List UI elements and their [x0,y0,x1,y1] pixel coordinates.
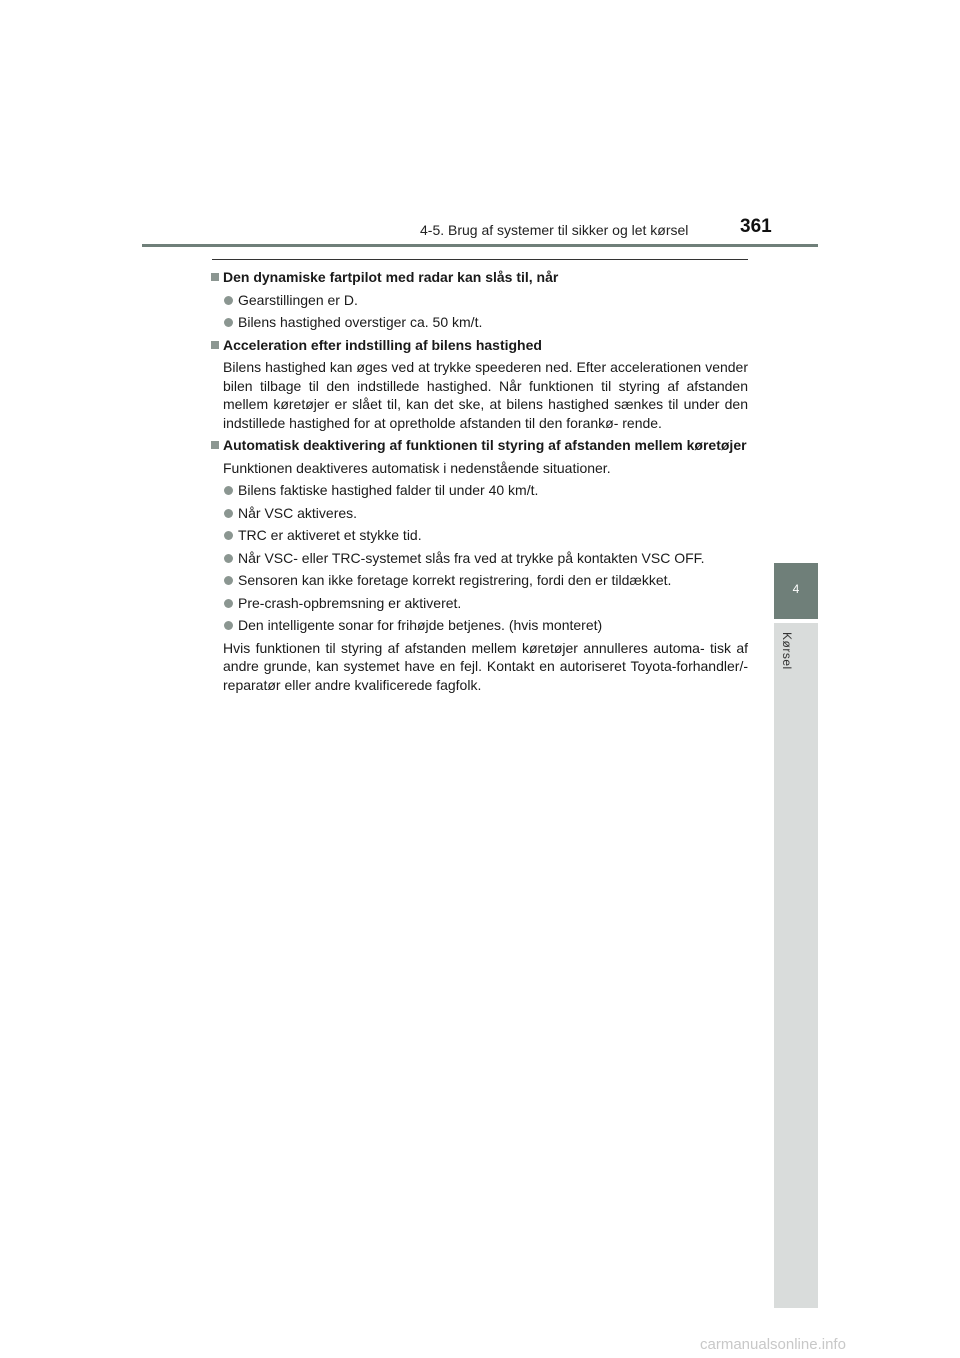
list-item: Den intelligente sonar for frihøjde betjenes. (hvis monteret) [210,616,748,635]
list-item: TRC er aktiveret et stykke tid. [210,526,748,545]
paragraph: Bilens hastighed kan øges ved at trykke speederen ned. Efter accelerationen vender bilen tilbage til den indstillede hastighed. Når funktionen til styring af afstanden mellem køretøjer er slået til, kan det ske, at bilens hastighed sænkes til under den indstillede hastighed for at opretholde afstanden til den forankø- rende. [223,359,748,431]
chapter-strip [774,623,818,1308]
section-title: 4-5. Brug af systemer til sikker og let kørsel [420,222,689,238]
section-heading: Acceleration efter indstilling af bilens hastighed [210,336,748,355]
square-bullet-icon [211,441,219,449]
header-divider [142,244,818,247]
square-bullet-icon [211,341,219,349]
chapter-label: Kørsel [780,632,794,670]
list-item: Bilens hastighed overstiger ca. 50 km/t. [210,313,748,332]
round-bullet-icon [224,318,233,327]
round-bullet-icon [224,599,233,608]
chapter-tab [774,563,818,619]
list-item: Pre-crash-opbremsning er aktiveret. [210,594,748,613]
paragraph: Funktionen deaktiveres automatisk i nedenstående situationer. [223,459,611,476]
page-content [210,264,748,698]
round-bullet-icon [224,554,233,563]
section-heading: Automatisk deaktivering af funktionen til styring af afstanden mellem køretøjer [210,436,748,455]
round-bullet-icon [224,486,233,495]
chapter-number: 4 [792,582,800,596]
round-bullet-icon [224,576,233,585]
list-item: Når VSC aktiveres. [210,504,748,523]
list-item: Sensoren kan ikke foretage korrekt registrering, fordi den er tildækket. [210,571,748,590]
list-item: Når VSC- eller TRC-systemet slås fra ved at trykke på kontakten VSC OFF. [210,549,748,568]
content-divider [212,259,748,260]
watermark: carmanualsonline.info [700,1336,846,1353]
page-header [0,208,960,248]
paragraph: Hvis funktionen til styring af afstanden mellem køretøjer annulleres automa- tisk af andre grunde, kan systemet have en fejl. Kontakt en autoriseret Toyota-forhandler/-reparatør eller andre kvalificerede fagfolk. [223,639,748,693]
page-number: 361 [740,216,772,237]
list-item: Gearstillingen er D. [210,291,748,310]
round-bullet-icon [224,531,233,540]
square-bullet-icon [211,273,219,281]
round-bullet-icon [224,621,233,630]
section-heading: Den dynamiske fartpilot med radar kan slås til, når [210,268,748,287]
list-item: Bilens faktiske hastighed falder til under 40 km/t. [210,481,748,500]
round-bullet-icon [224,509,233,518]
round-bullet-icon [224,296,233,305]
